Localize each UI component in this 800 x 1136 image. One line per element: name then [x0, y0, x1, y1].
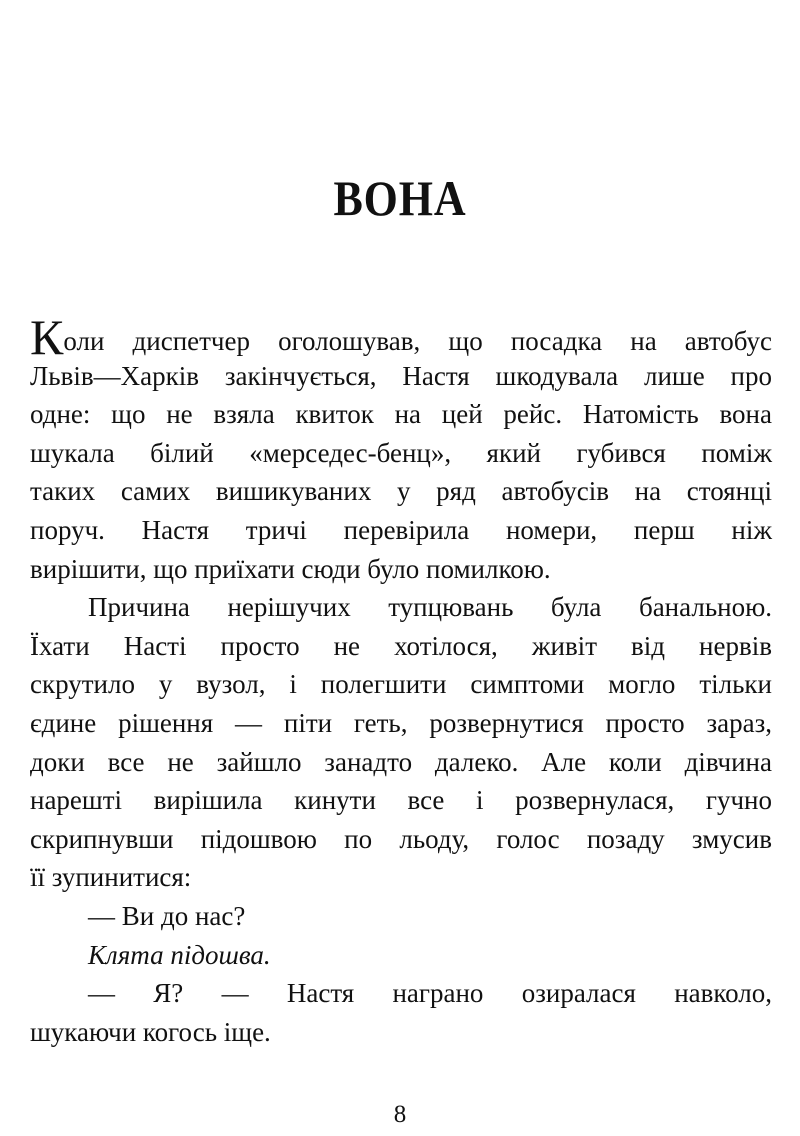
text-line: її зупинитися:: [30, 862, 192, 893]
text-line: Їхати Насті просто не хотілося, живіт від нервів: [30, 630, 772, 661]
text-line: скрипнувши підошвою по льоду, голос позаду змусив: [30, 823, 772, 854]
dialogue-line-1: [30, 897, 772, 936]
text-line: таких самих вишикуваних у ряд автобусів на стоянці: [30, 476, 772, 507]
text-line: єдине рішення — піти геть, розвернутися просто зараз,: [30, 707, 772, 738]
text-line: шукала білий «мерседес-бенц», який губився поміж: [30, 437, 772, 468]
drop-cap-letter: К: [30, 309, 64, 365]
chapter-title: ВОНА: [333, 170, 467, 226]
page-number: 8: [393, 1101, 407, 1128]
text-line: поруч. Настя тричі перевірила номери, перш ніж: [30, 514, 772, 545]
chapter-body: [30, 309, 772, 1051]
text-line: — Ви до нас?: [88, 900, 246, 931]
text-line: — Я? — Настя награно озиралася навколо,: [88, 978, 772, 1009]
text-line: одне: що не взяла квиток на цей рейс. Натомість вона: [30, 399, 772, 430]
text-line: Причина нерішучих тупцювань була банальною.: [88, 592, 772, 623]
text-line: нарешті вирішила кинути все і розвернулася, гучно: [30, 785, 772, 816]
text-line: скрутило у вузол, і полегшити симптоми могло тільки: [30, 669, 772, 700]
text-line: вирішити, що приїхати сюди було помилкою.: [30, 553, 551, 584]
text-line: Львів—Харків закінчується, Настя шкодувала лише про: [30, 360, 772, 391]
line-text: оли диспетчер оголошував, що посадка на автобус: [63, 326, 772, 356]
italic-thought: [30, 936, 772, 975]
text-line: шукаючи когось іще.: [30, 1016, 271, 1047]
paragraph-1: [30, 309, 772, 588]
dialogue-line-2: [30, 974, 772, 1051]
text-line: [30, 309, 772, 365]
paragraph-2: [30, 588, 772, 897]
text-line: Клята підошва.: [88, 939, 271, 970]
text-line: доки все не зайшло занадто далеко. Але коли дівчина: [30, 746, 772, 777]
